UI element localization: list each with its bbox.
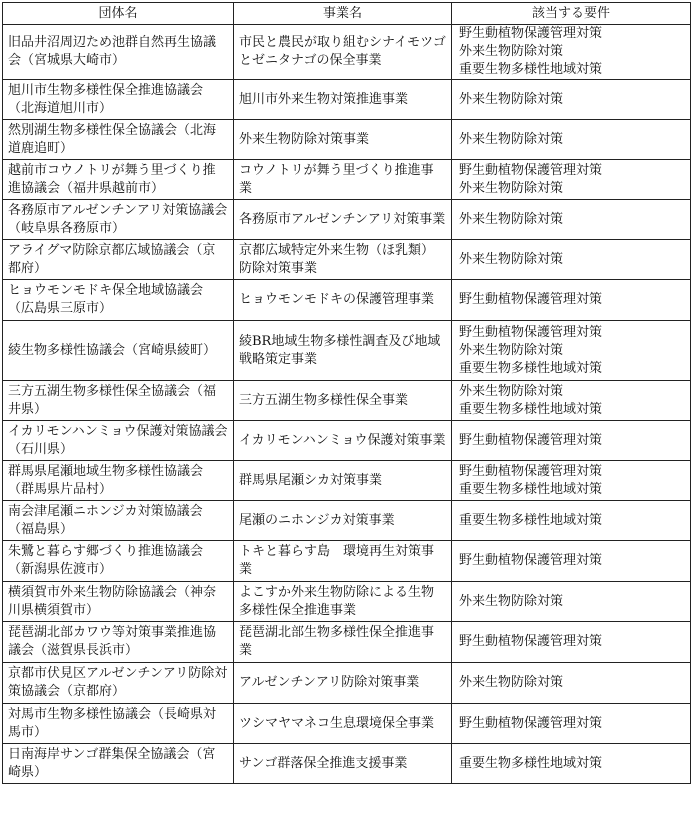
table-row [3,501,691,541]
table-row [3,240,691,280]
project-cell: 各務原市アルゼンチンアリ対策事業 [234,200,452,240]
requirements-cell [452,160,691,200]
requirement-item: 野生動植物保護管理対策 [459,463,603,479]
requirement-item: 外来生物防除対策 [459,251,564,267]
requirements-cell [452,501,691,541]
requirement-item: 外来生物防除対策 [459,342,564,358]
requirements-cell [452,120,691,160]
requirements-cell [452,80,691,120]
organization-cell: 京都市伏見区アルゼンチンアリ防除対策協議会（京都府） [3,663,234,704]
table-row [3,421,691,461]
requirement-item: 重要生物多様性地域対策 [459,401,603,417]
table-row [3,160,691,200]
requirement-item: 外来生物防除対策 [459,593,564,609]
requirements-cell [452,25,691,80]
requirements-cell [452,240,691,280]
organization-cell: 南会津尾瀬ニホンジカ対策協議会（福島県） [3,501,234,541]
requirement-item: 野生動植物保護管理対策 [459,292,603,307]
table-row [3,381,691,421]
header-requirements: 該当する要件 [452,3,691,25]
requirement-item: 野生動植物保護管理対策 [459,432,603,448]
table-row [3,280,691,321]
requirements-cell [452,200,691,240]
project-cell: サンゴ群落保全推進支援事業 [234,744,452,784]
project-cell: ツシマヤマネコ生息環境保全事業 [234,704,452,744]
table-row [3,704,691,744]
organization-cell: 朱鷺と暮らす郷づくり推進協議会（新潟県佐渡市） [3,541,234,582]
requirements-cell [452,321,691,381]
requirements-cell [452,582,691,622]
header-organization: 団体名 [3,3,234,25]
table-row [3,622,691,663]
requirements-cell [452,381,691,421]
requirement-item: 野生動植物保護管理対策 [459,634,603,649]
organization-cell: 群馬県尾瀬地域生物多様性協議会（群馬県片品村） [3,461,234,501]
requirement-item: 外来生物防除対策 [459,180,564,196]
requirements-cell [452,541,691,582]
organization-cell: 三方五湖生物多様性保全協議会（福井県） [3,381,234,421]
project-cell: ヒョウモンモドキの保護管理事業 [234,280,452,321]
requirement-item: 重要生物多様性地域対策 [459,755,603,771]
project-cell: アルゼンチンアリ防除対策事業 [234,663,452,704]
organization-cell: イカリモンハンミョウ保護対策協議会（石川県） [3,421,234,461]
requirement-item: 外来生物防除対策 [459,675,564,690]
requirement-item: 野生動植物保護管理対策 [459,715,603,731]
requirement-item: 重要生物多様性地域対策 [459,360,603,376]
organization-cell: 横須賀市外来生物防除協議会（神奈川県横須賀市） [3,582,234,622]
organization-cell: 綾生物多様性協議会（宮崎県綾町） [3,321,234,381]
requirement-item: 野生動植物保護管理対策 [459,26,603,41]
organization-cell: 日南海岸サンゴ群集保全協議会（宮崎県） [3,744,234,784]
requirement-item: 外来生物防除対策 [459,211,564,227]
project-cell: コウノトリが舞う里づくり推進事業 [234,160,452,200]
project-cell: イカリモンハンミョウ保護対策事業 [234,421,452,461]
requirements-cell [452,663,691,704]
project-cell: 三方五湖生物多様性保全事業 [234,381,452,421]
project-cell: 綾BR地域生物多様性調査及び地域戦略策定事業 [234,321,452,381]
header-project: 事業名 [234,3,452,25]
table-row [3,321,691,381]
requirement-item: 野生動植物保護管理対策 [459,324,603,340]
table-row [3,200,691,240]
requirements-cell [452,421,691,461]
organization-cell: 各務原市アルゼンチンアリ対策協議会（岐阜県各務原市） [3,200,234,240]
table-row [3,25,691,80]
organization-cell: 旭川市生物多様性保全推進協議会（北海道旭川市） [3,80,234,120]
project-cell: 琵琶湖北部生物多様性保全推進事業 [234,622,452,663]
organization-cell: 対馬市生物多様性協議会（長崎県対馬市） [3,704,234,744]
requirement-item: 外来生物防除対策 [459,44,564,59]
organization-cell: 越前市コウノトリが舞う里づくり推進協議会（福井県越前市） [3,160,234,200]
projects-table [2,2,691,784]
project-cell: 市民と農民が取り組むシナイモツゴとゼニタナゴの保全事業 [234,25,452,80]
project-cell: 尾瀬のニホンジカ対策事業 [234,501,452,541]
requirement-item: 外来生物防除対策 [459,131,564,147]
organization-cell: 琵琶湖北部カワウ等対策事業推進協議会（滋賀県長浜市） [3,622,234,663]
table-row [3,663,691,704]
project-cell: よこすか外来生物防除による生物多様性保全推進事業 [234,582,452,622]
document-page [2,2,691,784]
table-row [3,582,691,622]
table-row [3,461,691,501]
table-row [3,80,691,120]
requirements-cell [452,622,691,663]
organization-cell: ヒョウモンモドキ保全地域協議会（広島県三原市） [3,280,234,321]
organization-cell: アライグマ防除京都広域協議会（京都府） [3,240,234,280]
project-cell: 旭川市外来生物対策推進事業 [234,80,452,120]
table-row [3,744,691,784]
requirement-item: 重要生物多様性地域対策 [459,481,603,497]
organization-cell: 旧品井沼周辺ため池群自然再生協議会（宮城県大崎市） [3,25,234,80]
requirement-item: 重要生物多様性地域対策 [459,512,603,528]
table-body [3,25,691,784]
project-cell: 外来生物防除対策事業 [234,120,452,160]
requirement-item: 野生動植物保護管理対策 [459,553,603,568]
requirement-item: 重要生物多様性地域対策 [459,62,603,77]
requirement-item: 外来生物防除対策 [459,383,564,399]
requirements-cell [452,280,691,321]
project-cell: トキと暮らす島 環境再生対策事業 [234,541,452,582]
table-row [3,120,691,160]
requirements-cell [452,744,691,784]
requirement-item: 外来生物防除対策 [459,91,564,107]
project-cell: 京都広域特定外来生物（ほ乳類）防除対策事業 [234,240,452,280]
requirements-cell [452,461,691,501]
table-row [3,541,691,582]
requirement-item: 野生動植物保護管理対策 [459,162,603,178]
requirements-cell [452,704,691,744]
organization-cell: 然別湖生物多様性保全協議会（北海道鹿追町） [3,120,234,160]
project-cell: 群馬県尾瀬シカ対策事業 [234,461,452,501]
table-header-row [3,3,691,25]
